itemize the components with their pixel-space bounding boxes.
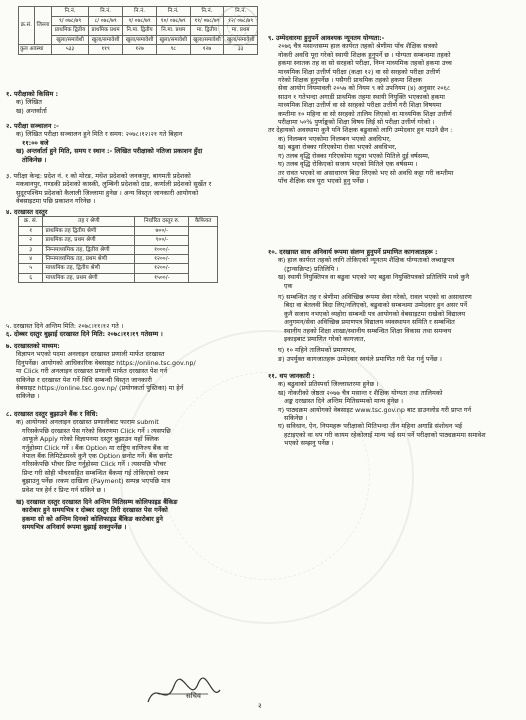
sn-header: क्र.सं. — [19, 7, 35, 45]
text-line: ६. दोब्बर दस्तुर बुझाई दरखास्त दिने मिति: २०७८।११।१९ गतेसम्म । — [6, 330, 163, 339]
text-line: साउन १ गतेभन्दा अगाडी प्राथमिक तहमा स्थायी नियुक्ति भएकाको हकमा — [278, 92, 445, 101]
table-cell: खुला/समावेशी — [123, 35, 157, 45]
remarks-cell — [189, 226, 218, 282]
page-number: २ — [258, 702, 262, 710]
text-line: गरेको शिक्षक हुनुपर्नेछ । यसैगरी प्राथमिक तहको हकमा शिक्षक — [278, 76, 423, 85]
text-line: क) बढुवाको प्रतिस्पर्धा जिल्लास्तरमा हुनेछ । — [278, 380, 379, 389]
table-cell: खुला/समावेशी — [190, 35, 224, 45]
section-fee-payment — [6, 410, 252, 532]
text-line: (ट्रान्सक्रिप्ट) प्रतिलिपि । — [284, 264, 339, 273]
table-cell: ८/ ०७८/७९ — [88, 16, 122, 26]
table-cell: खुला/समावेशी — [52, 35, 89, 45]
text-line: अङ्क दरखास्त दिने अन्तिम मितिसम्मको मान्य हुनेछ । — [284, 397, 404, 406]
text-line: माध्यमिक शिक्षा उत्तीर्ण वा सो सरहको परीक्षा उत्तीर्ण गरी शिक्षा विषयमा — [278, 101, 442, 110]
text-line: स्थानीय तहको शिक्षा शाखा/स्थानीय सम्बन्धित शिक्षा विकास तथा समन्वय — [284, 326, 452, 335]
table-cell: नि.मा. प्रथम — [156, 26, 190, 36]
table-cell: ९/ ०७८/७९ — [123, 16, 157, 26]
table-row — [19, 273, 218, 282]
section-heading: ७. दरखास्तको माध्यम: — [6, 342, 60, 350]
section-exam-type — [6, 90, 252, 115]
table-cell: ६ — [19, 273, 43, 282]
table-cell: ३ — [19, 245, 43, 254]
text-line: गरिसकेपछि दरखास्त पेस गरेको विवरणमा Click गर्ने । त्यसपछि — [22, 426, 171, 435]
table-row — [19, 264, 218, 273]
table-row — [19, 236, 218, 245]
text-line: कारोबार हुने समयभित्र र दोब्बर दस्तुर तिरी दरखास्त पेस गर्नेको — [22, 506, 168, 515]
signature-area — [138, 674, 268, 714]
text-line: एक — [284, 281, 293, 290]
table-cell: १२७ — [190, 45, 224, 55]
table-cell: प्राथमिक तह, प्रथम श्रेणी — [43, 236, 135, 245]
section-heading: २. परीक्षा सञ्चालन :- — [6, 122, 59, 130]
text-line: ख) स्थायी नियुक्तिपत्र वा बढुवा भएको भए बढुवा नियुक्तिपत्रको प्रतिलिपि मध्ये कुनै — [278, 273, 469, 282]
text-line: तर देहायको अवस्थामा कुनै पनि शिक्षक बढुवाको लागि उम्मेदवार हुन पाउने छैन : — [268, 126, 453, 135]
table-cell: १५००/- — [135, 273, 189, 282]
table-cell: ५ — [19, 264, 43, 273]
text-line: ख) बढुवा रोक्का गरिएकोमा रोका भएको अवधिभर, — [278, 143, 397, 152]
table-cell: नि.नं. — [52, 7, 89, 17]
table-cell: नि.नं. — [88, 7, 122, 17]
table-cell: ३३ — [224, 45, 258, 55]
table-cell: माध्यमिक तह, प्रथम श्रेणी — [43, 273, 135, 282]
table-header-cell: तह र श्रेणी — [43, 217, 135, 226]
table-cell: खुला/समावेशी — [224, 35, 258, 45]
text-line: गरिसकेपछि भौचर प्रिन्ट गर्नुहोस्मा Click गर्ने । त्यसपछि भौचर — [22, 460, 166, 469]
text-line: सेवा आयोग नियमावली २०५७ को नियम ९ को उपनियम (४) अनुसार २०६८ — [278, 84, 451, 93]
text-line: ग) पाठ्यक्रम आयोगको वेबसाइट www.tsc.gov.np बाट डाउनलोड गरी प्राप्त गर्न — [278, 405, 472, 414]
text-line: परीक्षामा ५०% पुर्णाङ्कको शिक्षा विषय लिई सो परीक्षा उत्तीर्ण गरेको । — [278, 118, 435, 127]
text-line: प्रिन्ट गरी सोही भौचरसहित सम्बन्धित बैंकमा गई तोकिएको रकम — [22, 468, 169, 477]
text-line: क) लिखित — [16, 98, 42, 107]
table-cell: नि.नं. — [123, 7, 157, 17]
table-cell: प्राथमिक तह द्वितीय श्रेणी — [43, 226, 135, 235]
text-line: आफूले Apply गरेको विज्ञापनमा दस्तुर बुझाउन यहाँ क्लिक — [22, 435, 159, 444]
section-min-qualification — [268, 34, 522, 185]
text-line: ग) सम्बन्धित तह र श्रेणीमा अविच्छिन्न रूपमा सेवा गरेको, रावल भएको वा असाधारण — [278, 293, 472, 302]
table-cell: ११९ — [88, 45, 122, 55]
table-row — [19, 245, 218, 254]
text-line: ख) अन्तर्वार्ता हुने मिति, समय र स्थान :- लिखित परीक्षाको नतिजा प्रकाशन हुँदा — [16, 147, 203, 156]
table-cell: नि.नं. — [156, 7, 190, 17]
text-line: समयभित्र अनिवार्य रूपमा बुझाई सक्नुपर्नेछ । — [22, 523, 127, 532]
text-line: ङ) उपर्युक्त कागजातहरू उम्मेदवार स्वयंले प्रमाणित गरी पेश गर्नु पर्नेछ । — [278, 354, 442, 363]
text-line: इकाइबाट प्रमाणित गरेको कागजात, — [284, 335, 366, 344]
text-line: २०७६ चैत्र मसान्तसम्म हाल कार्यरत तहको श्रेणीमा पाँच शैक्षिक सत्रको — [278, 42, 438, 51]
section-additional-info — [268, 372, 522, 448]
table-cell: १०/ ०७८/७९ — [156, 16, 190, 26]
text-line: सुदूरपश्चिम प्रदेशको कैलाली जिल्लामा हुनेछ । अन्य विस्तृत जानकारी आयोगको — [16, 188, 199, 197]
table-cell: १२००/- — [135, 264, 189, 273]
text-line: सकिनेछ । — [16, 392, 40, 401]
table-row — [19, 255, 218, 264]
table-cell: नि.नं. — [190, 7, 224, 17]
section-exam-centre — [6, 172, 252, 206]
text-line: ख) दरखास्त दस्तुर दरखास्त दिने अन्तिम मितिसम्म कोलिफाइड बैंकिङ — [16, 498, 178, 507]
text-line: ११:०० बजे — [22, 138, 49, 147]
section-heading: ९. उम्मेदवारमा हुनुपर्ने आवश्यक न्यूनतम योग्यता:- — [268, 34, 385, 42]
text-line: हकमा स्नातक तह वा सो सरहको परीक्षा, निम्न माध्यमिक तहको हकमा उच्च — [278, 59, 452, 68]
signature-label: सचिव — [186, 692, 201, 700]
text-line: मा Click गरी अनलाइन दरखास्त प्रणाली मार्फत दरखास्त पेश गर्न — [16, 367, 168, 376]
table-cell: खुला/समावेशी — [88, 35, 122, 45]
fee-table — [18, 216, 218, 283]
table-row — [19, 226, 218, 235]
text-line: नोकरी अवधि पूरा गरेको स्थायी शिक्षक हुनुपर्ने छ । योग्यता सम्बन्धमा तहको — [278, 50, 451, 59]
text-line: तर रावत भएको वा असाधारण बिदा लिएको भए सो अवधि कट्टा गरी कम्तीमा — [278, 168, 454, 177]
table-cell: ४ — [19, 255, 43, 264]
table-cell: ७००/- — [135, 226, 189, 235]
text-line: नेपाल बैंक लिमिटेडमध्ये कुनै एक Option छनोट गर्ने। बैंक छनोट — [22, 452, 173, 461]
text-line: वेबसाइट https://online.tsc.gov.np/ (प्रयोगकर्ता पुस्तिका) मा हेर्न — [16, 384, 184, 393]
text-line: सकिनेछ र दरखास्त पेश गर्ने विधि सम्बन्धी विस्तृत जानकारी — [16, 375, 152, 384]
table-cell: माध्यमिक तह, द्वितीय श्रेणी — [43, 264, 135, 273]
section-required-documents — [268, 248, 522, 363]
text-line: घ) सविधान, ऐन, नियमहरू परीक्षाको मितिभन्दा तीन महिना अगाडि संशोधन भई — [278, 422, 463, 431]
text-line: ५. दरखास्त दिने अन्तिम मिति: २०७८।११।१२ गते । — [6, 322, 124, 330]
table-cell: खुला/समावेशी — [156, 35, 190, 45]
signature-scribble — [138, 674, 268, 714]
table-row-total — [19, 45, 258, 55]
table-header-cell: कैफियत — [189, 217, 218, 226]
text-line: घ) १० महिने तालिमको प्रमाणपत्र, — [278, 346, 357, 355]
table-cell: ९००/- — [135, 236, 189, 245]
table-header-cell: क्र. सं. — [19, 217, 43, 226]
text-line: सकिनेछ । — [284, 414, 308, 423]
text-line: ख) नोकरीको जेष्ठता २०७७ चैत्र मसान्त र शैक्षिक योग्यता तथा तालिमको — [278, 388, 443, 397]
table-cell: १०००/- — [135, 245, 189, 254]
table-cell: मा. द्वितीय — [190, 26, 224, 36]
text-line: हकमा सो को अन्तिम दिनको कोलिफाइड बैंकिङ कारोबार हुने — [22, 514, 163, 523]
text-line: कुनै सजाय नभएको व्यहोरा सम्बन्धी पत्र आयोगको वेबसाइटमा राखेको विद्यालय — [284, 309, 466, 318]
text-line: ख) अन्तर्वार्ता — [16, 106, 47, 115]
table-cell: १२/ ०७८/७९ — [224, 16, 258, 26]
text-line: मकवानपुर, गण्डकी प्रदेशको कास्की, लुम्बिनी प्रदेशको दाङ, कर्णाली प्रदेशको सुर्खेत र — [16, 180, 212, 189]
text-line: घ) तलब वृद्धि रोकिएको सजाय भएको मितिले एक वर्षसम्म । — [278, 160, 418, 169]
table-cell: २ — [19, 236, 43, 245]
table-cell: १२७ — [123, 45, 157, 55]
section-heading: १०. दरखास्त साथ अनिवार्य रूपमा संलग्न हुनुपर्ने प्रमाणित कागजातहरू : — [268, 248, 438, 256]
section-fee — [6, 208, 252, 283]
section-deadlines — [6, 322, 252, 339]
section-exam-conduct — [6, 122, 252, 164]
text-line: ३. परीक्षा केन्द्र: प्रदेश नं. १ को मोरङ, मधेश प्रदेशको जनकपुर, बागमती प्रदेशको — [6, 172, 191, 180]
table-cell: ९/ ०७८/७९ — [52, 16, 89, 26]
total-label: कुल अवस्था — [19, 45, 52, 55]
table-cell: निम्नमाध्यमिक तह, द्वितीय श्रेणी — [43, 245, 135, 254]
text-line: हटाइएको वा थप गरी कायम रहेकोलाई मान्य भई सम पर्ने परीक्षाको पाठ्यक्रममा समावेश — [284, 430, 486, 439]
table-header-cell: निर्धारित दस्तुर रु. — [135, 217, 189, 226]
table-cell: प्राथमिक प्रथम — [88, 26, 122, 36]
office-stamp-seal — [218, 6, 258, 46]
text-line: बुझाउनु पर्नेछ ।रकम दाखिला (Payment) सम्पन्न भएपछि मात्र — [22, 477, 171, 486]
table-cell: मा. प्रथम — [224, 26, 258, 36]
text-line: गर्नुहोस्मा Click गर्ने । बैंक Option मा राष्ट्रिय वाणिज्य बैंक वा — [22, 443, 169, 452]
text-line: क) लिखित परीक्षा सञ्चालन हुने मिति र समय: २०७८।१२।२१ गते बिहान — [16, 130, 183, 139]
section-application-medium — [6, 342, 252, 401]
text-line: भएको सम्झनु पर्नेछ । — [284, 439, 334, 448]
table-cell: प्राथमिक द्वितीय — [52, 26, 89, 36]
text-line: क) आयोगको अनलाइन दरखास्त प्रणालीबाट फाराम submit — [16, 418, 159, 427]
text-line: ग) तलब वृद्धि रोक्का गरिएकोमा घटुवा भएको मितिले दुई वर्षसम्म, — [278, 151, 430, 160]
text-line: विज्ञापन भएको पदमा अनलाइन दरखास्त प्रणाली मार्फत दरखास्त — [16, 350, 165, 359]
text-line: दिनुपर्नेछ। आयोगको आधिकारिक वेबसाइट https://online.tsc.gov.np/ — [16, 358, 196, 367]
table-cell: ९८ — [156, 45, 190, 55]
section-heading: ११. थप जानकारी : — [268, 372, 315, 380]
section-heading: ८. दरखास्त दस्तुर बुझाउने बैंक र विधि: — [6, 410, 98, 418]
table-cell: १ — [19, 226, 43, 235]
table-cell: १२००/- — [135, 255, 189, 264]
text-line: क) निलम्बन भएकोमा निलम्बन भएको अवधिभर, — [278, 134, 391, 143]
text-line: तोकिनेछ । — [22, 155, 47, 164]
table-cell: ५३३ — [52, 45, 89, 55]
text-line: अनुगमन/सेवा अविच्छिन्न प्रमाणपत्र विद्यालय व्यवस्थापन समिति र सम्बन्धित — [284, 318, 455, 327]
section-heading: १. परीक्षाको किसिम : — [6, 90, 59, 98]
text-line: पाँच शैक्षिक सत्र पूरा भएको हुनु पर्नेछ । — [278, 176, 369, 185]
table-cell: ११/ ०७८/७९ — [190, 16, 224, 26]
table-cell: नि.मा. द्वितीय — [123, 26, 157, 36]
text-line: प्रवेश पत्र हेर्न र प्रिन्ट गर्न सकिने छ । — [22, 485, 106, 494]
section-heading: ४. दरखास्त दस्तुर — [6, 208, 48, 216]
text-line: माध्यमिक शिक्षा उत्तीर्ण परीक्षा (कक्षा १२) वा सो सरहको परीक्षा उत्तीर्ण — [278, 67, 441, 76]
table-cell: निम्नमाध्यमिक तह, प्रथम श्रेणी — [43, 255, 135, 264]
table-cell: नि.नं. — [224, 7, 258, 17]
text-line: वेबसाइटमा पछि प्रकाशन गरिनेछ । — [16, 197, 96, 206]
district-header: जिल्ला — [34, 7, 51, 45]
text-line: बिदा वा बेतलवी बिदा लिए/नलिएको, बढुवाको सम्बन्धमा उम्मेदवार हुन असर पर्ने — [284, 301, 468, 310]
text-line: क) हाल कार्यरत तहको लागि तोकिएको न्यूनतम शैक्षिक योग्यताको लब्धाङ्कपत्र — [278, 256, 455, 265]
text-line: कम्तीमा १० महिना वा सो सरहको तालिम लिएको वा माध्यमिक शिक्षा उत्तीर्ण — [278, 109, 452, 118]
table-header-row — [19, 217, 218, 226]
